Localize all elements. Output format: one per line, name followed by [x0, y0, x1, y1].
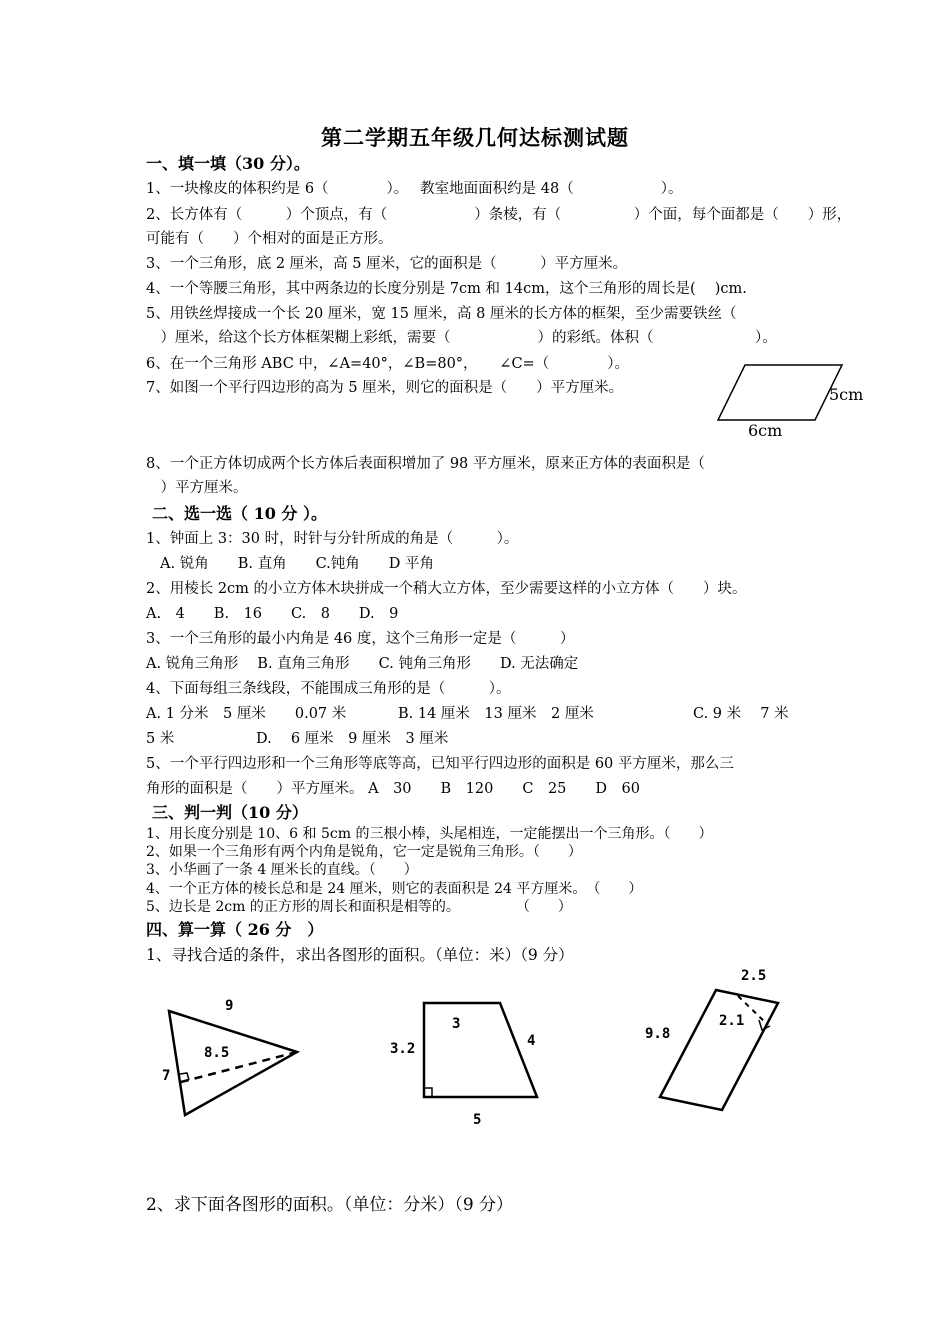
- s4-q1: 1、寻找合适的条件，求出各图形的面积。（单位：米）（9 分）: [146, 946, 574, 964]
- s2-q2-options: A. 4 B. 16 C. 8 D. 9: [146, 606, 399, 622]
- trapezoid-right-label: 4: [527, 1033, 536, 1049]
- parallelogram-side-label: 9.8: [645, 1026, 671, 1042]
- triangle-top-label: 9: [225, 998, 234, 1014]
- trapezoid-figure: [424, 1003, 537, 1097]
- section-1-heading: 一、填一填（30 分）。: [146, 154, 310, 173]
- section-4-heading: 四、算一算（ 26 分 ）: [146, 920, 324, 939]
- s1-q8-line2: ）平方厘米。: [146, 480, 248, 496]
- trapezoid-top-label: 3: [452, 1016, 461, 1032]
- s1-q7: 7、如图一个平行四边形的高为 5 厘米，则它的面积是（ ）平方厘米。: [146, 380, 624, 396]
- s2-q3: 3、一个三角形的最小内角是 46 度，这个三角形一定是（ ）: [146, 631, 575, 647]
- s2-q3-options: A. 锐角三角形 B. 直角三角形 C. 钝角三角形 D. 无法确定: [146, 656, 579, 672]
- s1-q6: 6、在一个三角形 ABC 中，∠A=40°，∠B=80°， ∠C=（ ）。: [146, 356, 629, 372]
- s2-q4-option-c-cont: 5 米: [146, 731, 175, 747]
- triangle-height-label: 8.5: [204, 1045, 230, 1061]
- s3-q4: 4、一个正方体的棱长总和是 24 厘米，则它的表面积是 24 平方厘米。 （ ）: [146, 881, 643, 897]
- s1-q2-line1: 2、长方体有（ ）个顶点，有（ ）条棱，有（ ）个面，每个面都是（ ）形，: [146, 207, 852, 223]
- trapezoid-bottom-label: 5: [473, 1112, 482, 1128]
- s1-q5-line1: 5、用铁丝焊接成一个长 20 厘米，宽 15 厘米，高 8 厘米的长方体的框架，至少需要铁丝（: [146, 306, 737, 322]
- triangle-right-angle-mark: [180, 1073, 189, 1080]
- s2-q1: 1、钟面上 3：30 时，时针与分针所成的角是（ ）。: [146, 531, 519, 547]
- s2-q4: 4、下面每组三条线段，不能围成三角形的是（ ）。: [146, 681, 511, 697]
- s4-q2: 2、求下面各图形的面积。（单位：分米）（9 分）: [146, 1195, 514, 1215]
- triangle-height-dashed: [181, 1052, 297, 1082]
- s1-q4: 4、一个等腰三角形，其中两条边的长度分别是 7cm 和 14cm，这个三角形的周长是( )cm.: [146, 281, 747, 297]
- s2-q2: 2、用棱长 2cm 的小立方体木块拼成一个稍大立方体，至少需要这样的小立方体（ ）块。: [146, 581, 747, 597]
- s2-q5-line1: 5、一个平行四边形和一个三角形等底等高，已知平行四边形的面积是 60 平方厘米，那么三: [146, 756, 734, 772]
- triangle-left-label: 7: [162, 1068, 171, 1084]
- s2-q4-option-d: D. 6 厘米 9 厘米 3 厘米: [256, 731, 449, 747]
- parallelogram-top-label: 2.5: [741, 968, 767, 984]
- s1-q2-line2: 可能有（ ）个相对的面是正方形。: [146, 231, 393, 247]
- s2-q5-line2: 角形的面积是（ ）平方厘米。 A 30 B 120 C 25 D 60: [146, 781, 640, 797]
- q7-side-label: 5cm: [829, 385, 864, 404]
- q7-base-label: 6cm: [748, 421, 783, 440]
- s3-q3: 3、小华画了一条 4 厘米长的直线。（ ）: [146, 862, 418, 878]
- triangle-figure: [169, 1011, 297, 1115]
- q7-parallelogram: [718, 365, 842, 420]
- s2-q1-options: A. 锐角 B. 直角 C.钝角 D 平角: [160, 556, 434, 572]
- parallelogram-height-label: 2.1: [719, 1013, 745, 1029]
- s1-q3: 3、一个三角形，底 2 厘米，高 5 厘米，它的面积是（ ）平方厘米。: [146, 256, 628, 272]
- s3-q2: 2、如果一个三角形有两个内角是锐角，它一定是锐角三角形。（ ）: [146, 844, 582, 860]
- trapezoid-height-label: 3.2: [390, 1041, 416, 1057]
- page-title: 第二学期五年级几何达标测试题: [321, 125, 629, 150]
- s2-q4-option-a: A. 1 分米 5 厘米 0.07 米: [146, 706, 347, 722]
- s3-q5: 5、边长是 2cm 的正方形的周长和面积是相等的。 （ ）: [146, 899, 572, 915]
- s1-q1: 1、一块橡皮的体积约是 6（ ）。 教室地面面积约是 48（ ）。: [146, 181, 683, 197]
- s3-q1: 1、用长度分别是 10、6 和 5cm 的三根小棒，头尾相连，一定能摆出一个三角形。（ ）: [146, 826, 713, 842]
- s2-q4-option-b: B. 14 厘米 13 厘米 2 厘米: [398, 706, 594, 722]
- parallelogram-figure: [660, 990, 778, 1110]
- s2-q4-option-c: C. 9 米 7 米: [693, 706, 789, 722]
- s1-q8-line1: 8、一个正方体切成两个长方体后表面积增加了 98 平方厘米，原来正方体的表面积是（: [146, 456, 705, 472]
- section-3-heading: 三、判一判（10 分）: [152, 803, 308, 822]
- s1-q5-line2: ）厘米，给这个长方体框架糊上彩纸，需要（ ）的彩纸。体积（ ）。: [146, 330, 777, 346]
- section-2-heading: 二、选一选（ 10 分 ）。: [152, 504, 327, 523]
